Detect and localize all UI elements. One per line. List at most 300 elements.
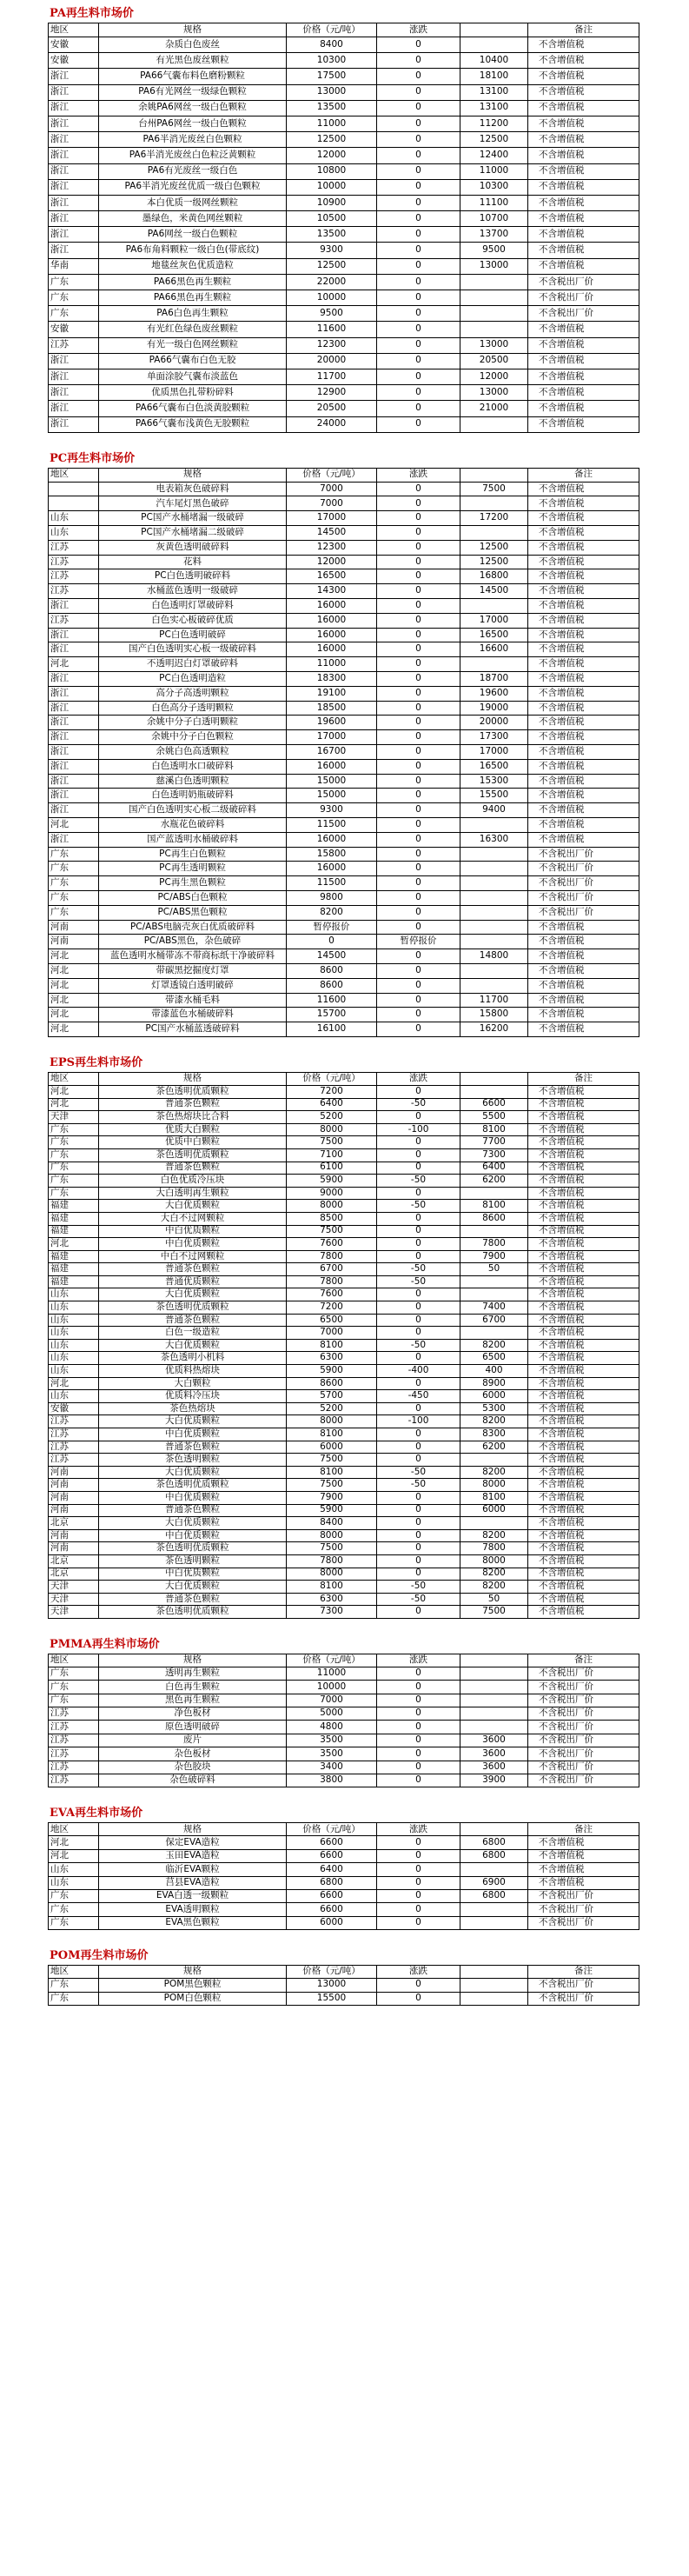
- cell-region: 河南: [49, 1466, 99, 1479]
- cell-region: 河南: [49, 1542, 99, 1555]
- cell-price: 7500: [287, 1479, 377, 1492]
- cell-region: 河北: [49, 993, 99, 1008]
- table-row: [49, 1466, 639, 1479]
- table-row: [49, 337, 639, 353]
- cell-note: 不含增值税: [528, 1238, 639, 1251]
- cell-note: 不含税出厂价: [528, 1979, 639, 1992]
- cell-change: 0: [377, 657, 460, 672]
- cell-last-price: [460, 526, 528, 541]
- cell-region: 江苏: [49, 337, 99, 353]
- table-row: [49, 1111, 639, 1124]
- cell-last-price: 5500: [460, 1111, 528, 1124]
- cell-last-price: 15500: [460, 789, 528, 803]
- cell-price: 5700: [287, 1390, 377, 1403]
- cell-change: -450: [377, 1390, 460, 1403]
- cell-region: 江苏: [49, 1441, 99, 1454]
- cell-note: 不含增值税: [528, 496, 639, 511]
- cell-region: 山东: [49, 1288, 99, 1301]
- table-row: [49, 1889, 639, 1902]
- header-region: 地区: [49, 1654, 99, 1667]
- cell-region: 河北: [49, 1849, 99, 1862]
- cell-change: 0: [377, 163, 460, 179]
- cell-price: 16000: [287, 628, 377, 642]
- cell-price: 14300: [287, 584, 377, 599]
- header-spec: 规格: [99, 1966, 287, 1979]
- cell-last-price: 6600: [460, 1098, 528, 1111]
- cell-price: 11700: [287, 369, 377, 384]
- cell-spec: POM黑色颗粒: [99, 1979, 287, 1992]
- cell-change: 0: [377, 891, 460, 906]
- cell-last-price: 7800: [460, 1238, 528, 1251]
- cell-region: 江苏: [49, 1428, 99, 1441]
- cell-region: 河南: [49, 935, 99, 949]
- cell-change: 0: [377, 482, 460, 496]
- cell-note: 不含增值税: [528, 963, 639, 978]
- cell-region: 浙江: [49, 243, 99, 258]
- cell-last-price: 12000: [460, 369, 528, 384]
- cell-last-price: [460, 1667, 528, 1680]
- cell-price: 5900: [287, 1365, 377, 1378]
- cell-region: 浙江: [49, 353, 99, 369]
- table-row: [49, 274, 639, 290]
- table-row: [49, 211, 639, 227]
- cell-region: 天津: [49, 1593, 99, 1606]
- cell-change: 0: [377, 978, 460, 993]
- cell-last-price: [460, 818, 528, 833]
- cell-note: 不含税出厂价: [528, 1761, 639, 1774]
- cell-change: 0: [377, 1402, 460, 1415]
- cell-region: 浙江: [49, 132, 99, 148]
- cell-spec: 废片: [99, 1734, 287, 1747]
- cell-change: 0: [377, 1454, 460, 1467]
- cell-price: 3500: [287, 1747, 377, 1761]
- cell-spec: 余姚白色高透颗粒: [99, 745, 287, 760]
- cell-last-price: [460, 1454, 528, 1467]
- section-title: PA再生料市场价: [50, 7, 134, 20]
- cell-region: 浙江: [49, 730, 99, 745]
- cell-note: 不含增值税: [528, 37, 639, 53]
- cell-last-price: 16500: [460, 759, 528, 774]
- cell-last-price: 21000: [460, 401, 528, 416]
- cell-price: 8000: [287, 1123, 377, 1136]
- cell-spec: 白色优质冷压块: [99, 1175, 287, 1188]
- table-row: [49, 1288, 639, 1301]
- table-row: [49, 1979, 639, 1992]
- cell-note: 不含税出厂价: [528, 1694, 639, 1707]
- cell-spec: 茶色透明优质颗粒: [99, 1606, 287, 1619]
- cell-note: 不含增值税: [528, 1428, 639, 1441]
- section-title: PC再生料市场价: [50, 451, 136, 465]
- cell-region: 河南: [49, 920, 99, 935]
- cell-region: 山东: [49, 1352, 99, 1365]
- table-row: [49, 1491, 639, 1504]
- table-row: [49, 1992, 639, 2005]
- cell-change: 0: [377, 1667, 460, 1680]
- cell-price: 暂停报价: [287, 920, 377, 935]
- table-header-row: [49, 1966, 639, 1979]
- cell-region: 浙江: [49, 774, 99, 789]
- cell-note: 不含税出厂价: [528, 1916, 639, 1929]
- cell-last-price: [460, 847, 528, 862]
- table-row: [49, 1876, 639, 1889]
- cell-note: 不含税出厂价: [528, 274, 639, 290]
- cell-note: 不含增值税: [528, 1250, 639, 1263]
- cell-note: 不含增值税: [528, 1098, 639, 1111]
- cell-change: 0: [377, 132, 460, 148]
- cell-spec: EVA透明颗粒: [99, 1903, 287, 1916]
- cell-price: 24000: [287, 416, 377, 432]
- cell-note: 不含增值税: [528, 599, 639, 614]
- section-spacer: [0, 1037, 689, 1055]
- cell-note: 不含增值税: [528, 369, 639, 384]
- cell-region: 北京: [49, 1517, 99, 1530]
- table-row: [49, 1098, 639, 1111]
- cell-spec: PC白色透明造粒: [99, 672, 287, 687]
- cell-note: 不含增值税: [528, 84, 639, 100]
- cell-note: 不含增值税: [528, 1288, 639, 1301]
- cell-last-price: 6700: [460, 1314, 528, 1327]
- cell-last-price: 8200: [460, 1529, 528, 1542]
- cell-price: 12500: [287, 132, 377, 148]
- cell-spec: 中白优质颗粒: [99, 1238, 287, 1251]
- table-row: [49, 482, 639, 496]
- cell-last-price: 400: [460, 1365, 528, 1378]
- cell-last-price: 7700: [460, 1136, 528, 1149]
- cell-last-price: 50: [460, 1593, 528, 1606]
- cell-note: 不含增值税: [528, 353, 639, 369]
- cell-last-price: 6800: [460, 1836, 528, 1849]
- cell-region: 浙江: [49, 401, 99, 416]
- cell-region: 浙江: [49, 179, 99, 195]
- cell-price: 10300: [287, 53, 377, 69]
- cell-note: 不含增值税: [528, 148, 639, 163]
- table-row: [49, 1390, 639, 1403]
- cell-region: 河南: [49, 1529, 99, 1542]
- cell-change: 0: [377, 599, 460, 614]
- cell-region: 广东: [49, 1148, 99, 1162]
- cell-spec: 普通茶色颗粒: [99, 1504, 287, 1517]
- cell-spec: 花料: [99, 555, 287, 569]
- table-row: [49, 1747, 639, 1761]
- cell-change: -50: [377, 1263, 460, 1276]
- cell-price: 8100: [287, 1339, 377, 1352]
- cell-spec: 茶色透明优质颗粒: [99, 1085, 287, 1098]
- table-row: [49, 1402, 639, 1415]
- cell-price: 6600: [287, 1849, 377, 1862]
- cell-last-price: 12500: [460, 132, 528, 148]
- table-row: [49, 401, 639, 416]
- cell-note: 不含增值税: [528, 1275, 639, 1288]
- cell-note: 不含增值税: [528, 1123, 639, 1136]
- cell-spec: 优质黑色扎带粉碎料: [99, 385, 287, 401]
- cell-region: 河北: [49, 1098, 99, 1111]
- cell-note: 不含增值税: [528, 672, 639, 687]
- cell-region: 河南: [49, 1504, 99, 1517]
- cell-spec: 普通茶色颗粒: [99, 1314, 287, 1327]
- cell-region: 浙江: [49, 701, 99, 716]
- cell-last-price: 6800: [460, 1889, 528, 1902]
- cell-note: 不含增值税: [528, 1008, 639, 1022]
- cell-note: 不含增值税: [528, 1085, 639, 1098]
- cell-region: 福建: [49, 1263, 99, 1276]
- cell-price: 15700: [287, 1008, 377, 1022]
- cell-last-price: 8600: [460, 1212, 528, 1225]
- cell-price: 6300: [287, 1593, 377, 1606]
- cell-last-price: [460, 37, 528, 53]
- cell-price: 12900: [287, 385, 377, 401]
- cell-spec: 电表箱灰色破碎料: [99, 482, 287, 496]
- cell-note: 不含增值税: [528, 584, 639, 599]
- cell-spec: 大白优质颗粒: [99, 1415, 287, 1428]
- cell-change: 0: [377, 1836, 460, 1849]
- cell-price: 16000: [287, 832, 377, 847]
- cell-note: 不含增值税: [528, 195, 639, 210]
- cell-spec: 大白颗粒: [99, 1377, 287, 1390]
- cell-change: -50: [377, 1466, 460, 1479]
- cell-region: 广东: [49, 1136, 99, 1149]
- cell-last-price: [460, 322, 528, 337]
- cell-change: 0: [377, 1694, 460, 1707]
- header-region: 地区: [49, 468, 99, 482]
- cell-price: 5900: [287, 1175, 377, 1188]
- cell-change: 0: [377, 211, 460, 227]
- cell-region: 浙江: [49, 100, 99, 116]
- cell-change: 0: [377, 1774, 460, 1787]
- section-title: PMMA再生料市场价: [50, 1637, 160, 1651]
- cell-region: 浙江: [49, 227, 99, 243]
- header-spec: 规格: [99, 1823, 287, 1836]
- cell-price: 16000: [287, 599, 377, 614]
- cell-price: 11000: [287, 1667, 377, 1680]
- table-header-row: [49, 1823, 639, 1836]
- cell-change: 0: [377, 385, 460, 401]
- cell-spec: 高分子高透明颗粒: [99, 686, 287, 701]
- table-row: [49, 322, 639, 337]
- cell-region: 浙江: [49, 642, 99, 657]
- cell-spec: 普通茶色颗粒: [99, 1441, 287, 1454]
- cell-last-price: 9400: [460, 803, 528, 818]
- cell-spec: 普通茶色颗粒: [99, 1162, 287, 1175]
- cell-last-price: [460, 876, 528, 891]
- table-row: [49, 416, 639, 432]
- cell-note: 不含增值税: [528, 1554, 639, 1568]
- cell-note: 不含增值税: [528, 401, 639, 416]
- cell-last-price: 6200: [460, 1175, 528, 1188]
- header-price: 价格（元/吨）: [287, 1823, 377, 1836]
- cell-region: 山东: [49, 1339, 99, 1352]
- cell-last-price: [460, 1187, 528, 1200]
- cell-last-price: 3600: [460, 1734, 528, 1747]
- cell-last-price: [460, 416, 528, 432]
- cell-spec: PA66气囊布料色磨粉颗粒: [99, 69, 287, 84]
- cell-note: 不含增值税: [528, 1863, 639, 1876]
- cell-region: 河北: [49, 978, 99, 993]
- cell-last-price: 11100: [460, 195, 528, 210]
- cell-change: 0: [377, 179, 460, 195]
- cell-region: 广东: [49, 1903, 99, 1916]
- cell-last-price: 17000: [460, 613, 528, 628]
- cell-price: 3500: [287, 1734, 377, 1747]
- cell-price: 16000: [287, 759, 377, 774]
- cell-note: 不含增值税: [528, 1606, 639, 1619]
- cell-region: 广东: [49, 1889, 99, 1902]
- cell-note: 不含增值税: [528, 1365, 639, 1378]
- cell-last-price: 6900: [460, 1876, 528, 1889]
- cell-last-price: 8200: [460, 1568, 528, 1581]
- cell-spec: 余姚中分子白透明颗粒: [99, 716, 287, 730]
- cell-spec: 国产白色透明实心板一级破碎料: [99, 642, 287, 657]
- header-price: 价格（元/吨）: [287, 1654, 377, 1667]
- cell-last-price: [460, 1863, 528, 1876]
- cell-last-price: [460, 1085, 528, 1098]
- cell-last-price: 17300: [460, 730, 528, 745]
- cell-change: 0: [377, 1288, 460, 1301]
- cell-price: 6100: [287, 1162, 377, 1175]
- cell-last-price: [460, 274, 528, 290]
- price-table-eps: [48, 1072, 639, 1619]
- cell-region: 山东: [49, 526, 99, 541]
- cell-change: 0: [377, 526, 460, 541]
- cell-change: 0: [377, 1529, 460, 1542]
- cell-region: 江苏: [49, 1747, 99, 1761]
- cell-note: 不含增值税: [528, 569, 639, 584]
- table-row: [49, 920, 639, 935]
- table-row: [49, 540, 639, 555]
- cell-spec: PC/ABS黑色颗粒: [99, 905, 287, 920]
- cell-last-price: 6200: [460, 1441, 528, 1454]
- header-note: 备注: [528, 23, 639, 37]
- cell-last-price: 20500: [460, 353, 528, 369]
- cell-change: 0: [377, 818, 460, 833]
- table-row: [49, 774, 639, 789]
- cell-change: 0: [377, 774, 460, 789]
- cell-change: 0: [377, 243, 460, 258]
- table-header-row: [49, 468, 639, 482]
- table-row: [49, 1667, 639, 1680]
- section-eps: [48, 1055, 639, 1619]
- cell-price: 7000: [287, 482, 377, 496]
- cell-change: 0: [377, 1992, 460, 2005]
- cell-spec: PC国产水桶堵漏一级破碎: [99, 511, 287, 526]
- cell-price: 11500: [287, 876, 377, 891]
- cell-change: 0: [377, 584, 460, 599]
- cell-last-price: 13100: [460, 100, 528, 116]
- cell-price: 7000: [287, 1327, 377, 1340]
- cell-price: 8400: [287, 37, 377, 53]
- cell-price: 9300: [287, 803, 377, 818]
- cell-last-price: 11700: [460, 993, 528, 1008]
- section-eva: [48, 1805, 639, 1930]
- cell-spec: PA6有光废丝一级白色: [99, 163, 287, 179]
- cell-note: 不含增值税: [528, 416, 639, 432]
- cell-last-price: 6400: [460, 1162, 528, 1175]
- table-row: [49, 686, 639, 701]
- table-row: [49, 100, 639, 116]
- cell-region: 天津: [49, 1606, 99, 1619]
- table-row: [49, 179, 639, 195]
- cell-price: 18300: [287, 672, 377, 687]
- cell-change: 0: [377, 628, 460, 642]
- cell-spec: 有光黑色废丝颗粒: [99, 53, 287, 69]
- cell-change: 0: [377, 1849, 460, 1862]
- cell-change: 0: [377, 1250, 460, 1263]
- cell-price: 7300: [287, 1606, 377, 1619]
- cell-change: -50: [377, 1275, 460, 1288]
- header-note: 备注: [528, 1823, 639, 1836]
- header-last-price: [460, 1072, 528, 1085]
- table-row: [49, 1200, 639, 1213]
- cell-spec: 单面涂胶气囊布淡蓝色: [99, 369, 287, 384]
- table-row: [49, 1606, 639, 1619]
- price-table-pa: [48, 23, 639, 433]
- cell-spec: PC/ABS白色颗粒: [99, 891, 287, 906]
- table-row: [49, 963, 639, 978]
- cell-spec: 水桶蓝色透明一级破碎: [99, 584, 287, 599]
- cell-price: 20500: [287, 401, 377, 416]
- cell-change: 0: [377, 1327, 460, 1340]
- cell-change: 0: [377, 1301, 460, 1315]
- cell-note: 不含增值税: [528, 322, 639, 337]
- cell-last-price: 8200: [460, 1339, 528, 1352]
- cell-spec: PC再生黑色颗粒: [99, 876, 287, 891]
- cell-note: 不含增值税: [528, 613, 639, 628]
- cell-price: 7800: [287, 1554, 377, 1568]
- cell-spec: 杂色板材: [99, 1747, 287, 1761]
- cell-last-price: 8900: [460, 1377, 528, 1390]
- header-spec: 规格: [99, 1072, 287, 1085]
- cell-spec: 原色透明破碎: [99, 1721, 287, 1734]
- cell-note: 不含增值税: [528, 920, 639, 935]
- cell-spec: EVA黑色颗粒: [99, 1916, 287, 1929]
- cell-last-price: 50: [460, 1263, 528, 1276]
- cell-note: 不含税出厂价: [528, 1889, 639, 1902]
- cell-last-price: 7500: [460, 482, 528, 496]
- table-row: [49, 1022, 639, 1037]
- cell-spec: 灯罩透镜白透明破碎: [99, 978, 287, 993]
- cell-change: 0: [377, 1889, 460, 1902]
- cell-price: 11500: [287, 818, 377, 833]
- header-note: 备注: [528, 1072, 639, 1085]
- cell-spec: 莒县EVA造粒: [99, 1876, 287, 1889]
- table-row: [49, 862, 639, 876]
- cell-change: 0: [377, 69, 460, 84]
- cell-price: 11600: [287, 322, 377, 337]
- cell-note: 不含增值税: [528, 1542, 639, 1555]
- cell-spec: 中白优质颗粒: [99, 1529, 287, 1542]
- table-row: [49, 745, 639, 760]
- header-change: 涨跌: [377, 1654, 460, 1667]
- table-row: [49, 1275, 639, 1288]
- table-row: [49, 1365, 639, 1378]
- cell-region: 河南: [49, 1491, 99, 1504]
- cell-spec: 茶色透明优质颗粒: [99, 1479, 287, 1492]
- cell-region: 河北: [49, 1377, 99, 1390]
- cell-note: 不含增值税: [528, 949, 639, 964]
- cell-region: 天津: [49, 1111, 99, 1124]
- cell-change: 0: [377, 540, 460, 555]
- table-row: [49, 1568, 639, 1581]
- cell-region: 华南: [49, 258, 99, 274]
- cell-price: 13000: [287, 1979, 377, 1992]
- cell-note: 不含增值税: [528, 1111, 639, 1124]
- cell-region: 江苏: [49, 1761, 99, 1774]
- cell-change: 0: [377, 1008, 460, 1022]
- cell-last-price: 17200: [460, 511, 528, 526]
- price-table-pom: [48, 1965, 639, 2006]
- table-row: [49, 243, 639, 258]
- cell-change: 0: [377, 306, 460, 322]
- cell-change: 0: [377, 37, 460, 53]
